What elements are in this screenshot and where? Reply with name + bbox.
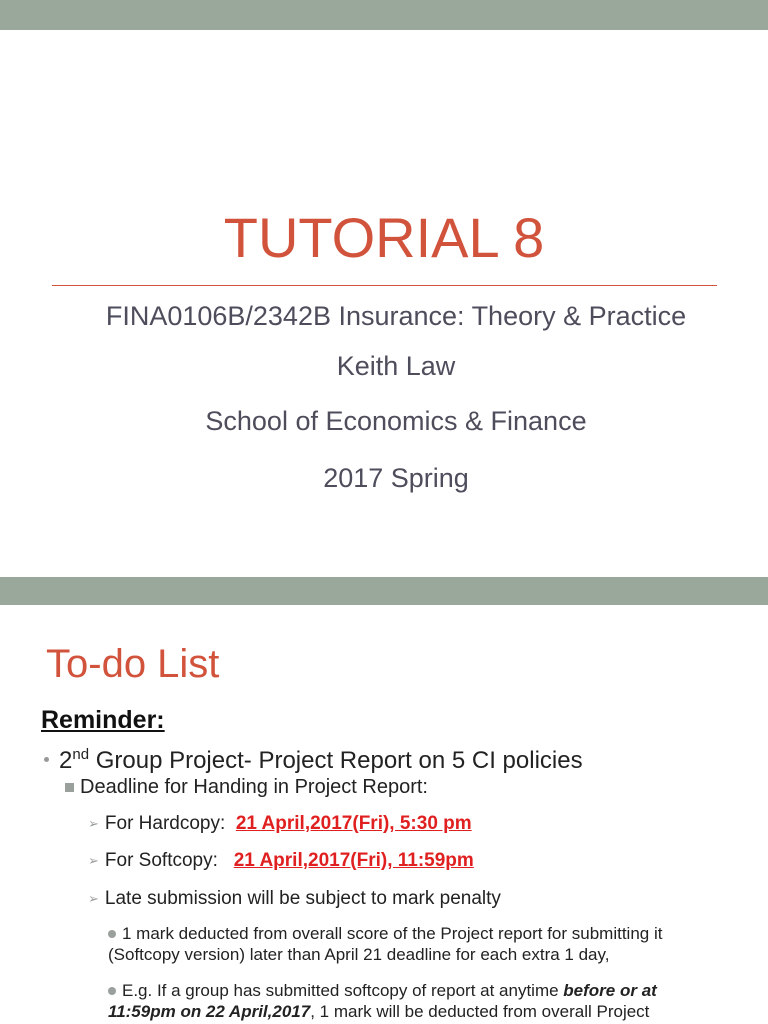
- arrow-bullet-icon: ➢: [88, 853, 99, 868]
- late-submission-item: [88, 886, 501, 913]
- example-start: E.g. If a group has submitted softcopy of report at anytime: [122, 981, 564, 1000]
- top-band: [0, 0, 768, 30]
- slide-title: TUTORIAL 8: [223, 206, 545, 269]
- hardcopy-label: For Hardcopy:: [104, 813, 236, 834]
- penalty-line-2: (Softcopy version) later than April 21 deadline for each extra 1 day,: [108, 945, 610, 964]
- group-project-item: [41, 739, 583, 777]
- slide-separator-band: [0, 577, 768, 605]
- arrow-bullet-icon: ➢: [88, 816, 99, 831]
- todo-heading: To-do List: [46, 642, 220, 686]
- round-bullet-icon: [108, 930, 116, 938]
- bullet-dot-icon: [44, 757, 49, 762]
- reminder-label: Reminder:: [41, 706, 165, 734]
- arrow-bullet-icon: ➢: [88, 891, 99, 906]
- square-bullet-icon: [65, 783, 74, 792]
- round-bullet-icon: [108, 987, 116, 995]
- item-ordinal-suffix: nd: [72, 746, 90, 763]
- softcopy-item: [88, 848, 474, 875]
- penalty-line-1: 1 mark deducted from overall score of the Project report for submitting it: [122, 924, 663, 943]
- term-label: 2017 Spring: [323, 463, 469, 493]
- example-bold-1: before or at: [563, 981, 657, 1000]
- hardcopy-date: 21 April,2017(Fri), 5:30 pm: [235, 813, 472, 834]
- item-number: 2: [59, 747, 73, 774]
- hardcopy-item: [88, 811, 472, 838]
- late-text: Late submission will be subject to mark penalty: [104, 888, 501, 909]
- school-name: School of Economics & Finance: [205, 406, 587, 436]
- example-end: , 1 mark will be deducted from overall Project: [310, 1002, 650, 1021]
- item-text: Group Project- Project Report on 5 CI policies: [89, 747, 583, 774]
- penalty-item: [108, 923, 713, 965]
- author-name: Keith Law: [336, 351, 456, 381]
- deadline-item: [65, 774, 428, 800]
- example-bold-2: 11:59pm on 22 April,2017: [108, 1002, 311, 1021]
- course-subtitle: FINA0106B/2342B Insurance: Theory & Practice: [105, 301, 687, 331]
- title-divider: [52, 285, 717, 286]
- softcopy-date: 21 April,2017(Fri), 11:59pm: [233, 850, 474, 871]
- softcopy-label: For Softcopy:: [104, 850, 234, 871]
- example-item: [108, 980, 713, 1022]
- deadline-text: Deadline for Handing in Project Report:: [80, 776, 428, 798]
